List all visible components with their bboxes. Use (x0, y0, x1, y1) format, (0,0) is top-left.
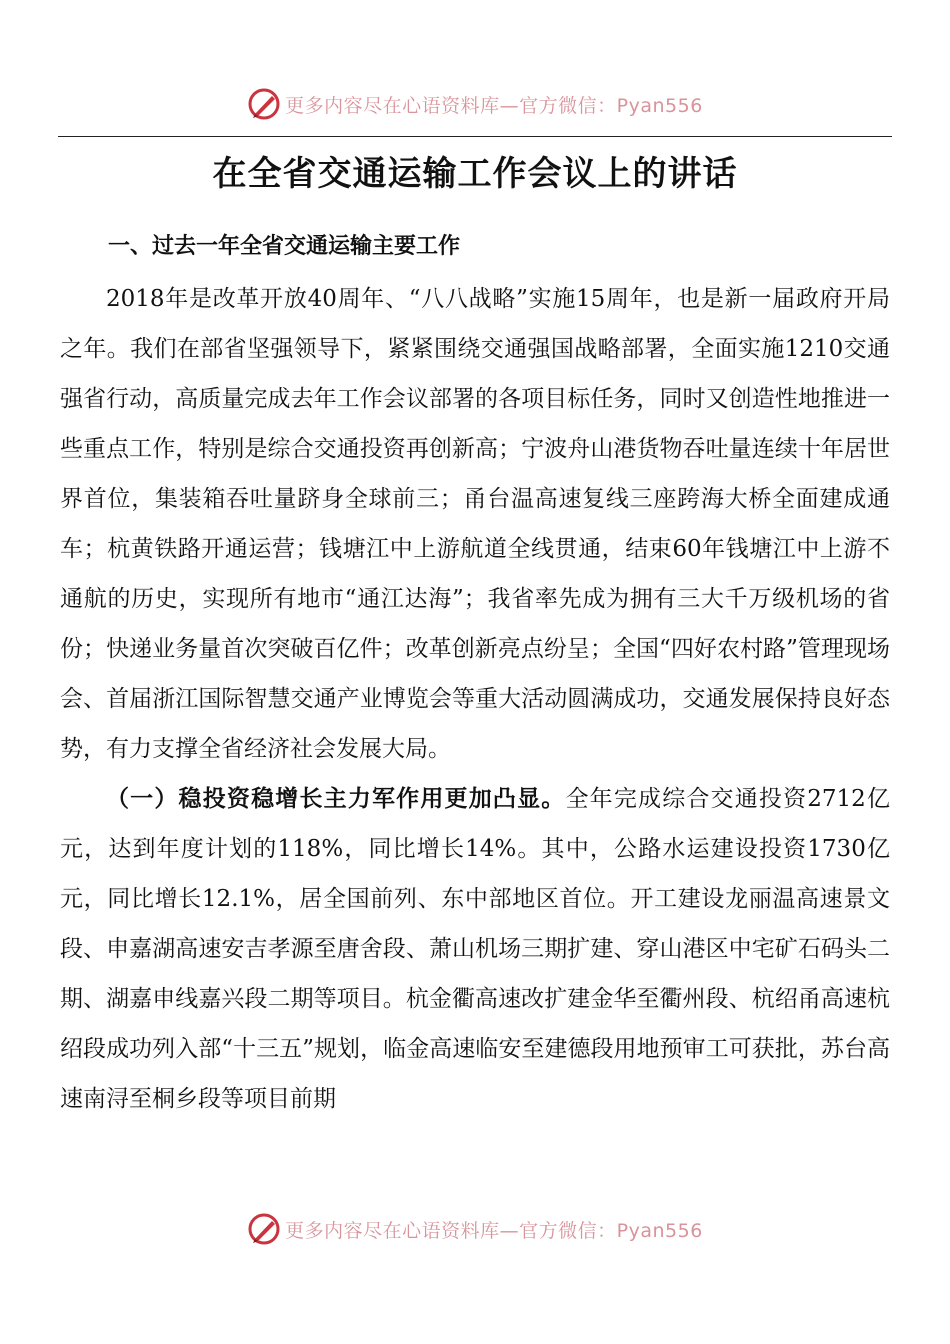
document-body (60, 274, 890, 1124)
document-title: 在全省交通运输工作会议上的讲话 (212, 154, 738, 194)
paragraph-1: 2018年是改革开放40周年、“八八战略”实施15周年，也是新一届政府开局之年。我们在部省坚强领导下，紧紧围绕交通强国战略部署，全面实施1210交通强省行动，高质量完成去年工作会议部署的各项目标任务，同时又创造性地推进一些重点工作，特别是综合交通投资再创新高；宁波舟山港货物吞吐量连续十年居世界首位，集装箱吞吐量跻身全球前三；甬台温高速复线三座跨海大桥全面建成通车；杭黄铁路开通运营；钱塘江中上游航道全线贯通，结束60年钱塘江中上游不通航的历史，实现所有地市“通江达海”；我省率先成为拥有三大千万级机场的省份；快递业务量首次突破百亿件；改革创新亮点纷呈；全国“四好农村路”管理现场会、首届浙江国际智慧交通产业博览会等重大活动圆满成功，交通发展保持良好态势，有力支撑全省经济社会发展大局。 (60, 286, 890, 762)
paragraph-2-lead: （一）稳投资稳增长主力军作用更加凸显。 (106, 785, 566, 812)
watermark-header (0, 84, 950, 124)
watermark-text: 更多内容尽在心语资料库—官方微信：Pyan556 (285, 94, 703, 117)
header-rule (58, 136, 892, 137)
paragraph-2-body: 全年完成综合交通投资2712亿元，达到年度计划的118%，同比增长14%。其中，公路水运建设投资1730亿元，同比增长12.1%，居全国前列、东中部地区首位。开工建设龙丽温高速景文段、申嘉湖高速安吉孝源至唐舍段、萧山机场三期扩建、穿山港区中宅矿石码头二期、湖嘉申线嘉兴段二期等项目。杭金衢高速改扩建金华至衢州段、杭绍甬高速杭绍段成功列入部“十三五”规划，临金高速临安至建德段用地预审工可获批，苏台高速南浔至桐乡段等项目前期 (60, 786, 891, 1112)
watermark-text: 更多内容尽在心语资料库—官方微信：Pyan556 (285, 1219, 703, 1242)
section-heading: 一、过去一年全省交通运输主要工作 (108, 234, 461, 259)
paragraph-2 (60, 774, 890, 1124)
watermark-footer (0, 1209, 950, 1249)
pen-logo-icon (247, 1212, 281, 1246)
pen-logo-icon (247, 87, 281, 121)
